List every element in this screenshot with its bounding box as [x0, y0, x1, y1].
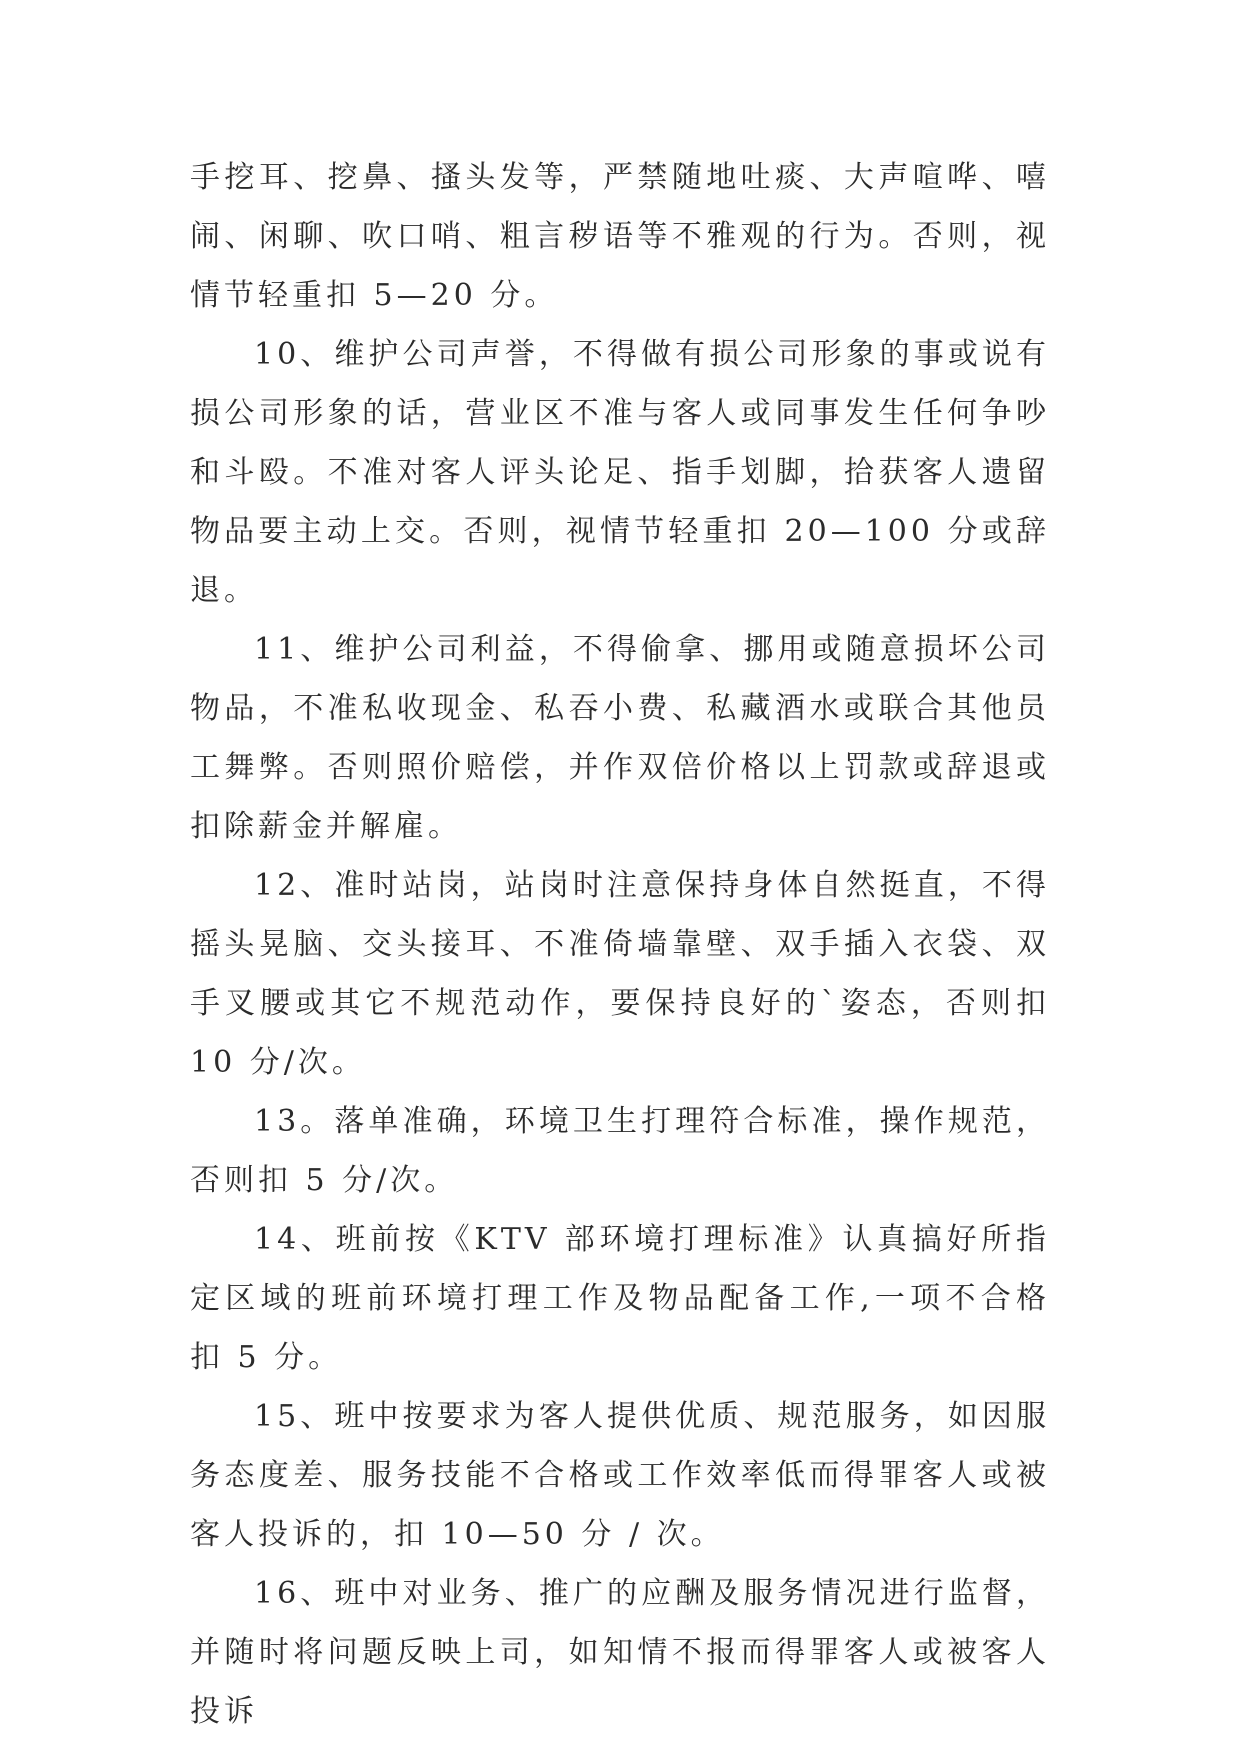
- paragraph-rule-9-continuation: 手挖耳、挖鼻、搔头发等，严禁随地吐痰、大声喧哗、嘻闹、闲聊、吹口哨、粗言秽语等不雅观的行为。否则，视情节轻重扣 5—20 分。: [190, 160, 1050, 313]
- paragraph-rule-11: 11、维护公司利益，不得偷拿、挪用或随意损坏公司物品，不准私收现金、私吞小费、私藏酒水或联合其他员工舞弊。否则照价赔偿，并作双倍价格以上罚款或辞退或扣除薪金并解雇。: [190, 632, 1050, 844]
- paragraph-rule-12: 12、准时站岗，站岗时注意保持身体自然挺直，不得摇头晃脑、交头接耳、不准倚墙靠壁、双手插入衣袋、双手叉腰或其它不规范动作，要保持良好的`姿态，否则扣 10 分/次。: [190, 868, 1050, 1080]
- paragraph-rule-14: 14、班前按《KTV 部环境打理标准》认真搞好所指定区域的班前环境打理工作及物品配备工作,一项不合格扣 5 分。: [190, 1222, 1050, 1375]
- paragraph-rule-10: 10、维护公司声誉，不得做有损公司形象的事或说有损公司形象的话，营业区不准与客人或同事发生任何争吵和斗殴。不准对客人评头论足、指手划脚，拾获客人遗留物品要主动上交。否则，视情节轻重扣 20—100 分或辞退。: [190, 337, 1050, 608]
- paragraph-rule-16: 16、班中对业务、推广的应酬及服务情况进行监督，并随时将问题反映上司，如知情不报而得罪客人或被客人投诉: [190, 1576, 1050, 1729]
- paragraph-rule-15: 15、班中按要求为客人提供优质、规范服务，如因服务态度差、服务技能不合格或工作效率低而得罪客人或被客人投诉的，扣 10—50 分 / 次。: [190, 1399, 1050, 1552]
- document-page: [190, 148, 1050, 1741]
- paragraph-rule-13: 13。落单准确，环境卫生打理符合标准，操作规范，否则扣 5 分/次。: [190, 1104, 1050, 1198]
